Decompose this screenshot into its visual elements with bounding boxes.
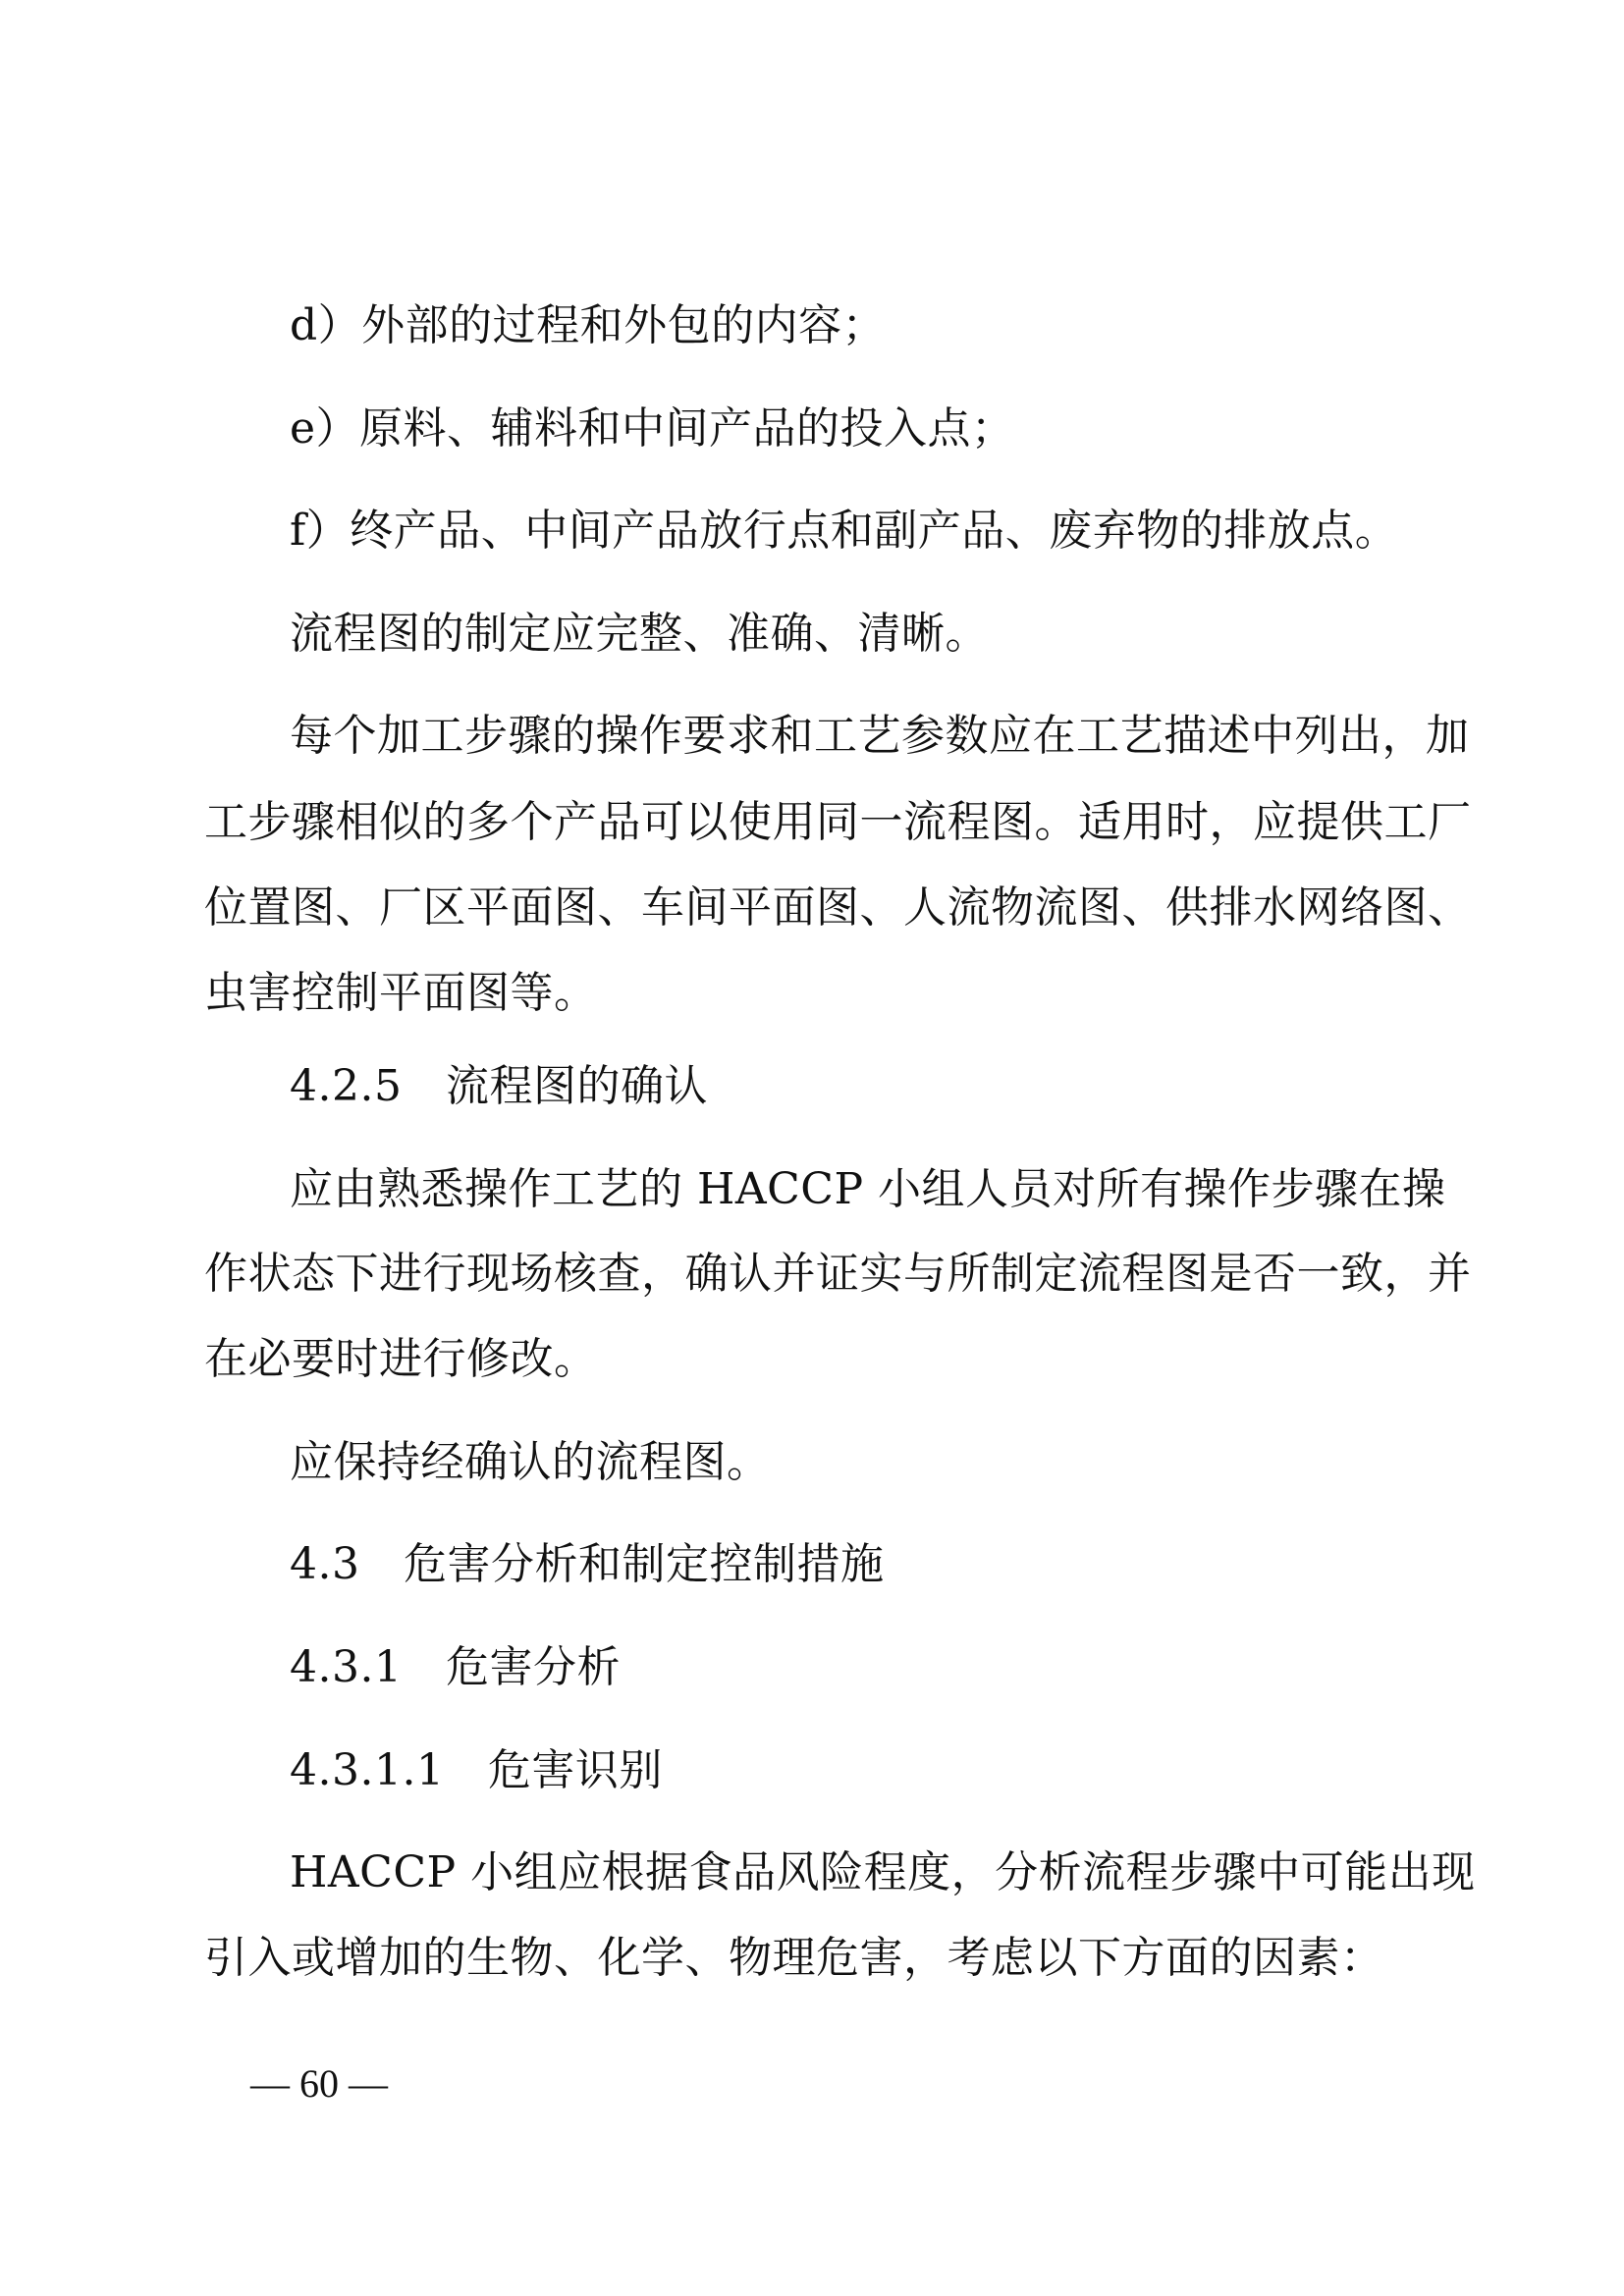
- paragraph-line: 工步骤相似的多个产品可以使用同一流程图。适用时，应提供工厂: [204, 797, 1472, 847]
- paragraph-line: 位置图、厂区平面图、车间平面图、人流物流图、供排水网络图、: [204, 882, 1472, 933]
- paragraph-line: 每个加工步骤的操作要求和工艺参数应在工艺描述中列出，加: [290, 711, 1470, 761]
- paragraph-line: 引入或增加的生物、化学、物理危害，考虑以下方面的因素：: [204, 1933, 1384, 1983]
- paragraph-line: 虫害控制平面图等。: [204, 968, 598, 1018]
- paragraph-line: 在必要时进行修改。: [204, 1334, 598, 1384]
- page-number: — 60 —: [250, 2061, 388, 2106]
- paragraph-line: HACCP 小组应根据食品风险程度，分析流程步骤中可能出现: [290, 1847, 1476, 1897]
- section-heading: 4.3.1 危害分析: [290, 1642, 621, 1692]
- section-heading: 4.2.5 流程图的确认: [290, 1061, 708, 1111]
- paragraph-line: 流程图的制定应完整、准确、清晰。: [290, 609, 989, 659]
- list-item-d: d）外部的过程和外包的内容；: [290, 300, 887, 350]
- section-heading: 4.3 危害分析和制定控制措施: [290, 1539, 885, 1589]
- list-item-f: f）终产品、中间产品放行点和副产品、废弃物的排放点。: [290, 506, 1399, 556]
- section-heading: 4.3.1.1 危害识别: [290, 1745, 663, 1795]
- paragraph-line: 应由熟悉操作工艺的 HACCP 小组人员对所有操作步骤在操: [290, 1164, 1446, 1214]
- list-item-e: e）原料、辅料和中间产品的投入点；: [290, 403, 1015, 454]
- paragraph-line: 应保持经确认的流程图。: [290, 1437, 771, 1487]
- paragraph-line: 作状态下进行现场核查，确认并证实与所制定流程图是否一致，并: [204, 1249, 1472, 1299]
